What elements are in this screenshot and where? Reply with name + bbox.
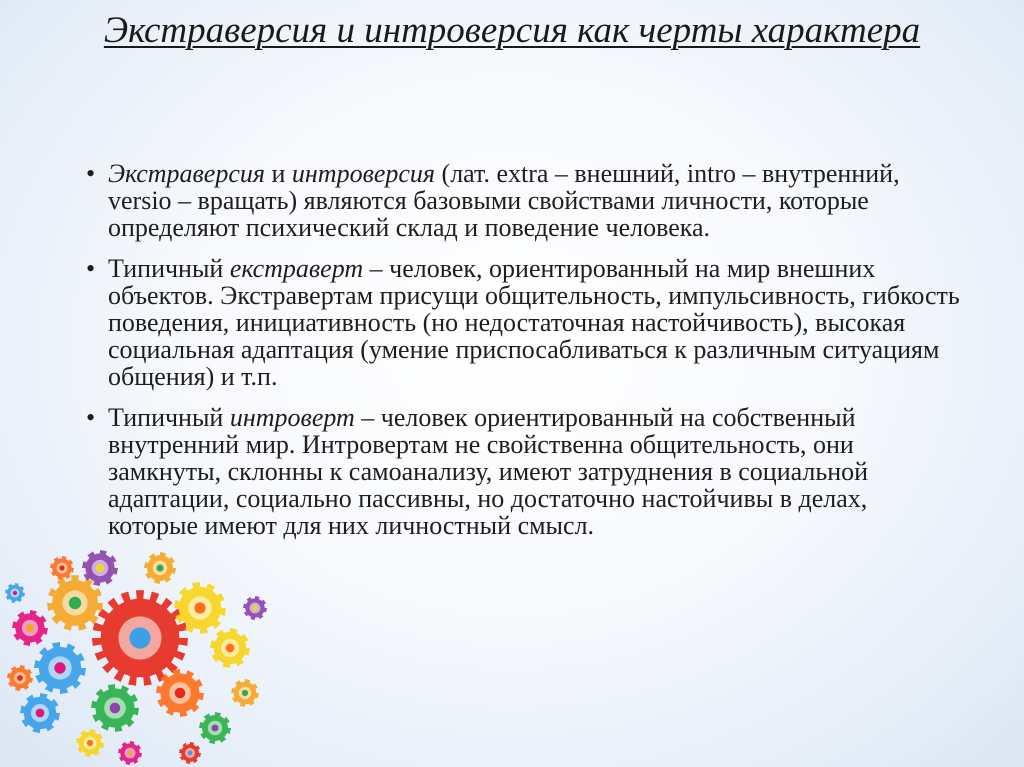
bullet-item-1: [80, 160, 960, 241]
bullet-item-3: [80, 404, 960, 539]
gear-shape: [91, 684, 139, 732]
bullet-text: – человек ориентированный на собственный внутренний мир. Интровертам не свойственна общительность, они замкнуты, склонны к самоанализу, имеют затруднения в социальной адаптации, социально пассивны, но достаточно настойчивы в делах, которые имеют для них личностный смысл.: [108, 403, 869, 540]
term-extravert: екстраверт: [229, 254, 364, 283]
gear-shape: [174, 582, 226, 634]
gear-shape: [20, 693, 60, 733]
gear-shape: [76, 729, 104, 757]
bullet-text: – человек, ориентированный на мир внешних объектов. Экстравертам присущи общительность, импульсивность, гибкость поведения, инициативность (но недостаточная настойчивость), высокая социальная адаптация (умение приспосабливаться к различным ситуациям общения) и т.п.: [108, 254, 960, 391]
slide-title: Экстраверсия и интроверсия как черты характера: [103, 10, 921, 51]
gear-shape: [82, 550, 118, 586]
gear-shape: [179, 742, 201, 764]
term-introversion: интроверсия: [291, 159, 436, 188]
gear-shape: [92, 590, 188, 686]
bullet-text: Типичный: [108, 254, 230, 283]
bullet-text: (лат. extra – внешний, intro – внутренний, versio – вращать) являются базовыми свойствами личности, которые определяют психический склад и поведение человека.: [108, 159, 900, 242]
gear-shape: [231, 679, 259, 707]
gear-shape: [210, 628, 250, 668]
gear-shape: [47, 575, 103, 630]
bullet-item-2: [80, 255, 960, 390]
bullet-dot: •: [86, 159, 96, 188]
bullet-text: и: [264, 159, 292, 188]
gear-shape: [7, 665, 33, 691]
gear-cluster: [5, 550, 267, 765]
gear-shape: [34, 642, 86, 694]
bullet-list: [80, 160, 960, 539]
term-introvert: интроверт: [229, 403, 355, 432]
gear-shape: [118, 741, 142, 765]
bullet-dot: •: [86, 254, 96, 283]
bullet-dot: •: [86, 403, 96, 432]
gears-brain-icon: [0, 548, 280, 767]
gear-shape: [50, 556, 74, 580]
gear-shape: [144, 552, 176, 584]
gear-shape: [5, 583, 25, 603]
gear-shape: [199, 712, 231, 744]
gear-shape: [12, 610, 48, 646]
bullet-text: Типичный: [108, 403, 230, 432]
gear-shape: [243, 596, 267, 620]
term-extraversion: Экстраверсия: [108, 159, 265, 188]
gear-shape: [156, 669, 204, 717]
